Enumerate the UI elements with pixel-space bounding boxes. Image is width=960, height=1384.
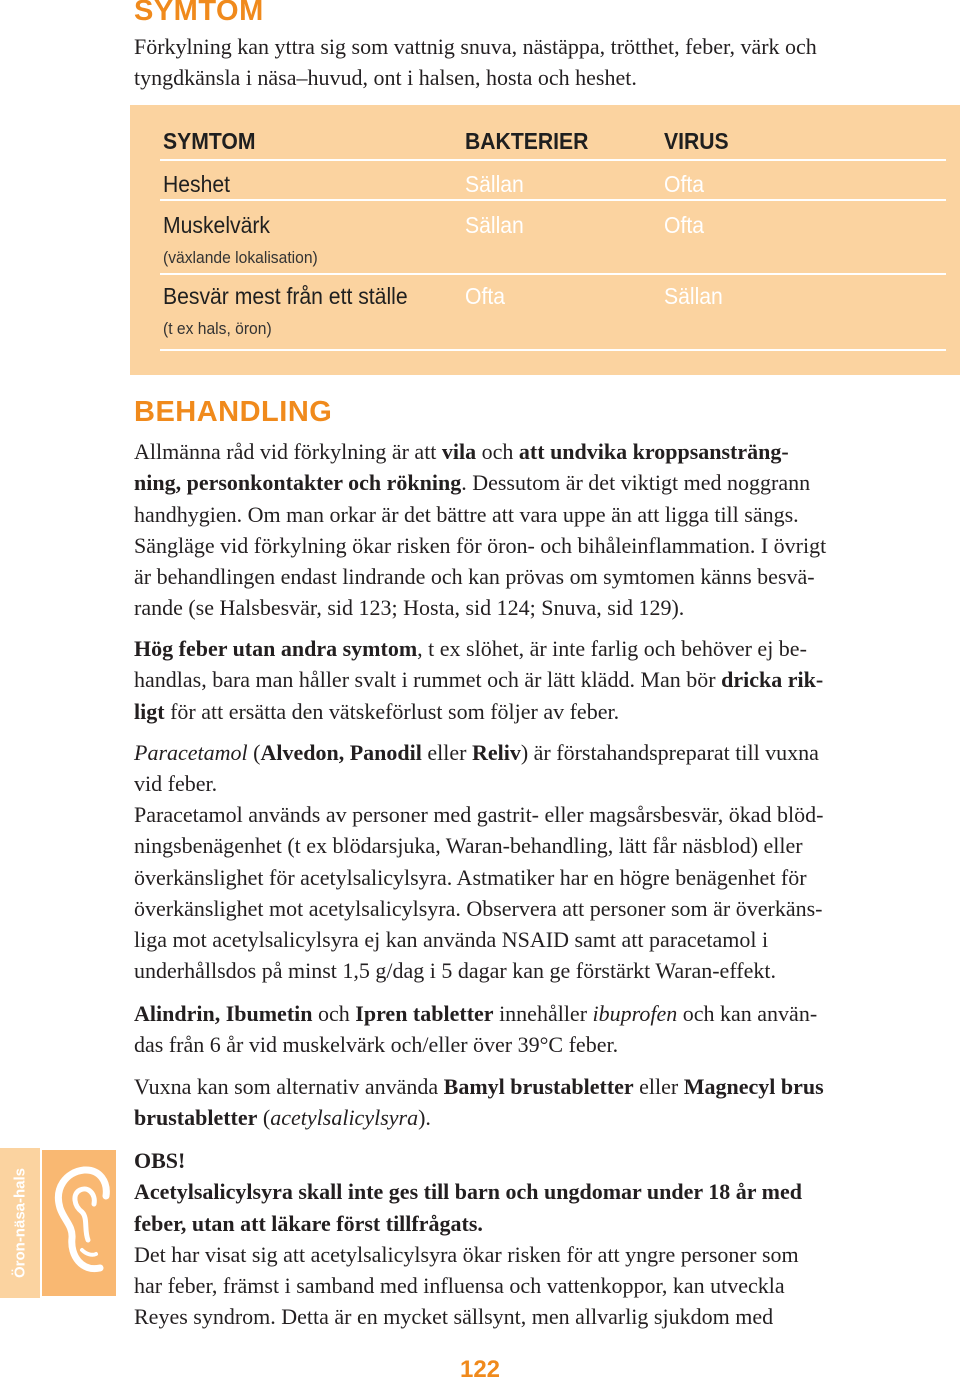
text-line: överkänslighet för acetylsalicylsyra. Astmatiker har en högre benägenhet för [134,864,807,890]
table-cell-note: (växlande lokalisation) [163,248,318,267]
table-cell-virus: Sällan [664,283,723,309]
text-line: Förkylning kan yttra sig som vattnig snuva, nästäppa, trötthet, feber, värk och [134,34,817,59]
text-line: das från 6 år vid muskelvärk och/eller över 39°C feber. [134,1032,619,1058]
section-tab [0,1148,116,1298]
treatment-heading: BEHANDLING [134,396,333,428]
symptoms-heading: SYMTOM [134,0,264,27]
table-header-bakterier: BAKTERIER [465,128,589,154]
treatment-paragraph-alternatives [134,1071,946,1134]
table-cell-bacteria: Sällan [465,212,524,238]
text-line: Alindrin, Ibumetin och Ipren tabletter innehåller ibuprofen och kan använ- [134,1001,818,1026]
table-divider [160,349,946,351]
table-cell-note: (t ex hals, öron) [163,319,272,338]
table-cell-bacteria: Ofta [465,283,505,309]
table-cell-symptom: Besvär mest från ett ställe [163,283,408,309]
text-line: liga mot acetylsalicylsyra ej kan använda NSAID samt att paracetamol i [134,927,769,953]
text-line: Hög feber utan andra symtom, t ex slöhet, är inte farlig och behöver ej be- [134,636,807,661]
ear-icon [42,1150,116,1296]
table-divider [160,159,946,161]
text-line: är behandlingen endast lindrande och kan prövas om symtomen känns besvä- [134,564,815,590]
text-line: tyngdkänsla i näsa–huvud, ont i halsen, hosta och heshet. [134,65,637,91]
symptom-comparison-table [130,105,960,375]
treatment-paragraph-general [134,436,946,624]
symptoms-paragraph [134,31,946,94]
table-cell-virus: Ofta [664,212,704,238]
text-line: Paracetamol används av personer med gastrit- eller magsårsbesvär, ökad blöd- [134,802,824,827]
treatment-paragraph-fever [134,633,946,727]
text-line: ligt för att ersätta den vätskeförlust som följer av feber. [134,698,620,724]
text-line: vid feber. [134,771,218,797]
text-line: Reyes syndrom. Detta är en mycket sällsynt, men allvarlig sjukdom med [134,1304,774,1330]
text-line: Det har visat sig att acetylsalicylsyra ökar risken för att yngre personer som [134,1241,799,1267]
table-divider [160,199,946,201]
text-line: Vuxna kan som alternativ använda Bamyl brustabletter eller Magnecyl brus [134,1074,824,1099]
text-line: Allmänna råd vid förkylning är att vila och att undvika kroppsansträng- [134,439,789,464]
table-header-symtom: SYMTOM [163,128,256,154]
text-line: brustabletter (acetylsalicylsyra). [134,1105,431,1131]
table-header-virus: VIRUS [664,128,729,154]
text-line: Sängläge vid förkylning ökar risken för öron- och bihåleinflammation. I övrigt [134,532,827,558]
text-line: handhygien. Om man orkar är det bättre att vara uppe än att ligga till sängs. [134,501,799,527]
text-line: handlas, bara man håller svalt i rummet och är lätt klädd. Man bör dricka rik- [134,667,824,693]
treatment-paragraph-paracetamol-use [134,799,946,987]
table-cell-virus: Ofta [664,171,704,197]
text-line: underhållsdos på minst 1,5 g/dag i 5 dagar kan ge förstärkt Waran-effekt. [134,958,776,984]
treatment-paragraph-paracetamol [134,737,946,800]
section-tab-bar [0,1148,40,1298]
obs-label: OBS! [134,1148,186,1173]
text-line: Acetylsalicylsyra skall inte ges till barn och ungdomar under 18 år med [134,1179,802,1205]
section-tab-label: Öron-näsa-hals [11,1167,29,1279]
table-divider [160,273,946,275]
table-cell-bacteria: Sällan [465,171,524,197]
treatment-paragraph-warning [134,1145,946,1333]
text-line: Paracetamol (Alvedon, Panodil eller Reliv) är förstahandspreparat till vuxna [134,740,819,765]
page-number: 122 [459,1356,501,1383]
text-line: feber, utan att läkare först tillfrågats. [134,1210,483,1236]
treatment-paragraph-ibuprofen [134,998,946,1061]
text-line: ningsbenägenhet (t ex blödarsjuka, Waran-behandling, lätt får näsblod) eller [134,833,803,859]
text-line: har feber, främst i samband med influensa och vattenkoppor, kan utveckla [134,1273,785,1299]
text-line: rande (se Halsbesvär, sid 123; Hosta, sid 124; Snuva, sid 129). [134,595,685,621]
text-line: överkänslighet mot acetylsalicylsyra. Observera att personer som är överkäns- [134,895,823,921]
text-line: ning, personkontakter och rökning. Dessutom är det viktigt med noggrann [134,470,811,496]
table-cell-symptom: Muskelvärk [163,212,271,238]
table-cell-symptom: Heshet [163,171,231,197]
